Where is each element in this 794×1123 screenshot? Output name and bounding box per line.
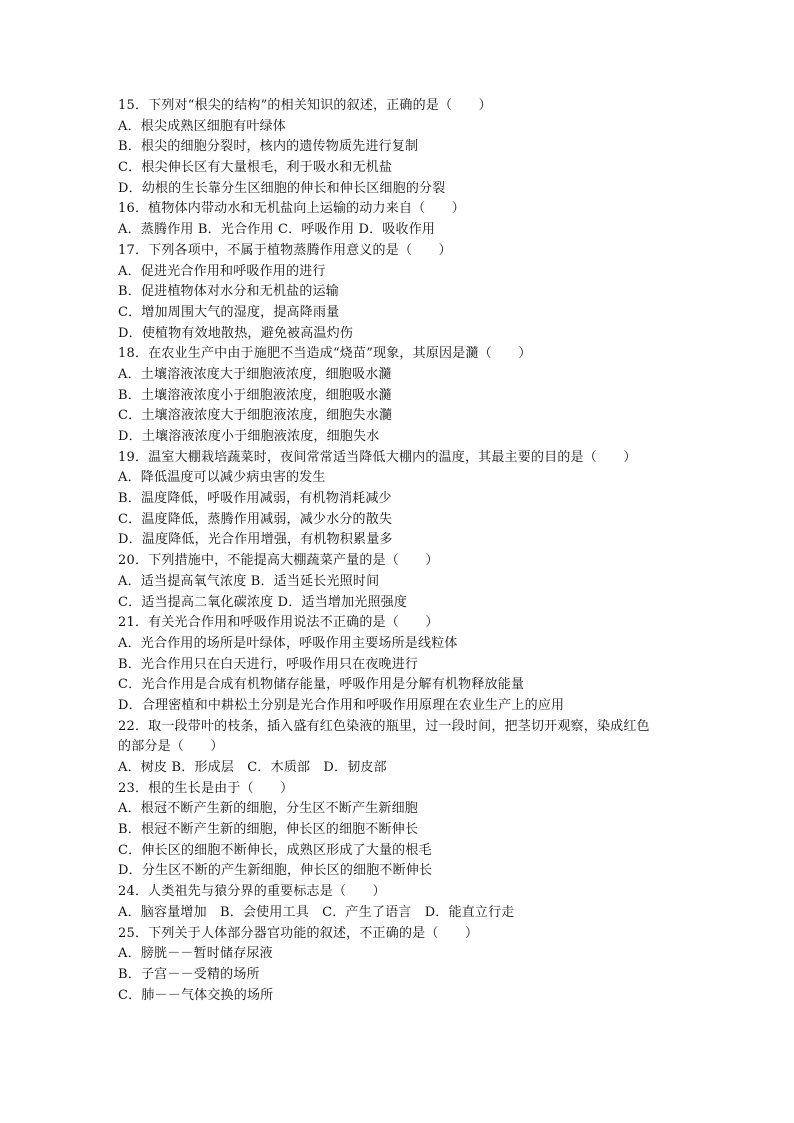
question-25-option-c: C．肺－－气体交换的场所 [118, 987, 274, 1003]
question-22-options: A．树皮 B．形成层 C．木质部 D．韧皮部 [118, 760, 387, 775]
question-23-option-d: D．分生区不断的产生新细胞，伸长区的细胞不断伸长 [118, 863, 433, 879]
question-23-stem: 23．根的生长是由于（ ） [118, 780, 294, 796]
question-21-stem: 21．有关光合作用和呼吸作用说法不正确的是（ ） [118, 615, 439, 631]
question-21-option-c: C．光合作用是合成有机物储存能量，呼吸作用是分解有机物释放能量 [118, 677, 525, 693]
question-17-option-a: A．促进光合作用和呼吸作用的进行 [118, 263, 326, 279]
question-24-options: A．脑容量增加 B．会使用工具 C．产生了语言 D．能直立行走 [118, 904, 515, 920]
question-17-option-c: C．增加周围大气的湿度，提高降雨量 [118, 304, 340, 320]
question-24-stem: 24．人类祖先与猿分界的重要标志是（ ） [118, 884, 386, 900]
question-18-option-b: B．土壤溶液浓度小于细胞液浓度，细胞吸水瀡 [118, 387, 392, 403]
question-20-options-cd: C．适当提高二氧化碳浓度 D．适当增加光照强度 [118, 594, 408, 610]
question-17-stem: 17．下列各项中，不属于植物蒸腾作用意义的是（ ） [118, 242, 452, 258]
question-15-option-b: B．根尖的细胞分裂时，核内的遗传物质先进行复制 [118, 139, 419, 155]
question-19-stem: 19．温室大棚栽培蔬菜时，夜间常常适当降低大棚内的温度，其最主要的目的是（ ） [118, 449, 637, 465]
question-20-options-ab: A．适当提高氧气浓度 B．适当延长光照时间 [118, 573, 380, 589]
question-18-option-a: A．土壤溶液浓度大于细胞液浓度，细胞吸水瀡 [118, 366, 392, 382]
question-22-stem-line-1: 22．取一段带叶的枝条，插入盛有红色染液的瓶里，过一段时间，把茎切开观察，染成红色 [118, 718, 650, 734]
question-18-option-d: D．土壤溶液浓度小于细胞液浓度，细胞失水 [118, 429, 380, 444]
question-15-option-c: C．根尖伸长区有大量根毛，利于吸水和无机盐 [118, 160, 393, 176]
question-15-option-d: D．幼根的生长靠分生区细胞的伸长和伸长区细胞的分裂 [118, 180, 446, 196]
question-20-stem: 20．下列措施中，不能提高大棚蔬菜产量的是（ ） [118, 553, 439, 569]
question-19-option-b: B．温度降低，呼吸作用减弱，有机物消耗减少 [118, 491, 392, 507]
question-25-stem: 25．下列关于人体部分器官功能的叙述，不正确的是（ ） [118, 925, 479, 941]
question-17-option-b: B．促进植物体对水分和无机盐的运输 [118, 284, 339, 300]
question-21-option-d: D．合理密植和中耕松土分别是光合作用和呼吸作用原理在农业生产上的应用 [118, 697, 565, 713]
question-21-option-a: A．光合作用的场所是叶绿体，呼吸作用主要场所是线粒体 [118, 635, 458, 651]
question-19-option-a: A．降低温度可以减少病虫害的发生 [118, 470, 326, 486]
question-15-stem: 15．下列对“根尖的结构”的相关知识的叙述，正确的是（ ） [118, 98, 492, 113]
question-19-option-c: C．温度降低，蒸腾作用减弱，减少水分的散失 [118, 511, 393, 527]
exam-page [118, 96, 688, 1006]
question-18-option-c: C．土壤溶液浓度大于细胞液浓度，细胞失水瀡 [118, 408, 393, 424]
question-23-option-a: A．根冠不断产生新的细胞，分生区不断产生新细胞 [118, 801, 418, 817]
question-21-option-b: B．光合作用只在白天进行，呼吸作用只在夜晚进行 [118, 656, 419, 672]
question-17-option-d: D．使植物有效地散热，避免被高温灼伤 [118, 325, 354, 341]
question-19-option-d: D．温度降低，光合作用增强，有机物积累量多 [118, 532, 393, 548]
question-16-options: A．蒸腾作用 B．光合作用 C．呼吸作用 D．吸收作用 [118, 222, 436, 238]
question-23-option-b: B．根冠不断产生新的细胞，伸长区的细胞不断伸长 [118, 822, 419, 838]
question-23-option-c: C．伸长区的细胞不断伸长，成熟区形成了大量的根毛 [118, 842, 432, 858]
question-18-stem: 18．在农业生产中由于施肥不当造成“烧苗”现象，其原因是瀡（ ） [118, 346, 532, 362]
question-25-option-a: A．膀胱－－暂时储存尿液 [118, 946, 273, 962]
question-15-option-a: A．根尖成熟区细胞有叶绿体 [118, 118, 286, 134]
question-16-stem: 16．植物体内带动水和无机盐向上运输的动力来自（ ） [118, 201, 465, 217]
question-25-option-b: B．子宫－－受精的场所 [118, 966, 260, 982]
question-22-stem-line-2: 的部分是（ ） [118, 739, 224, 755]
